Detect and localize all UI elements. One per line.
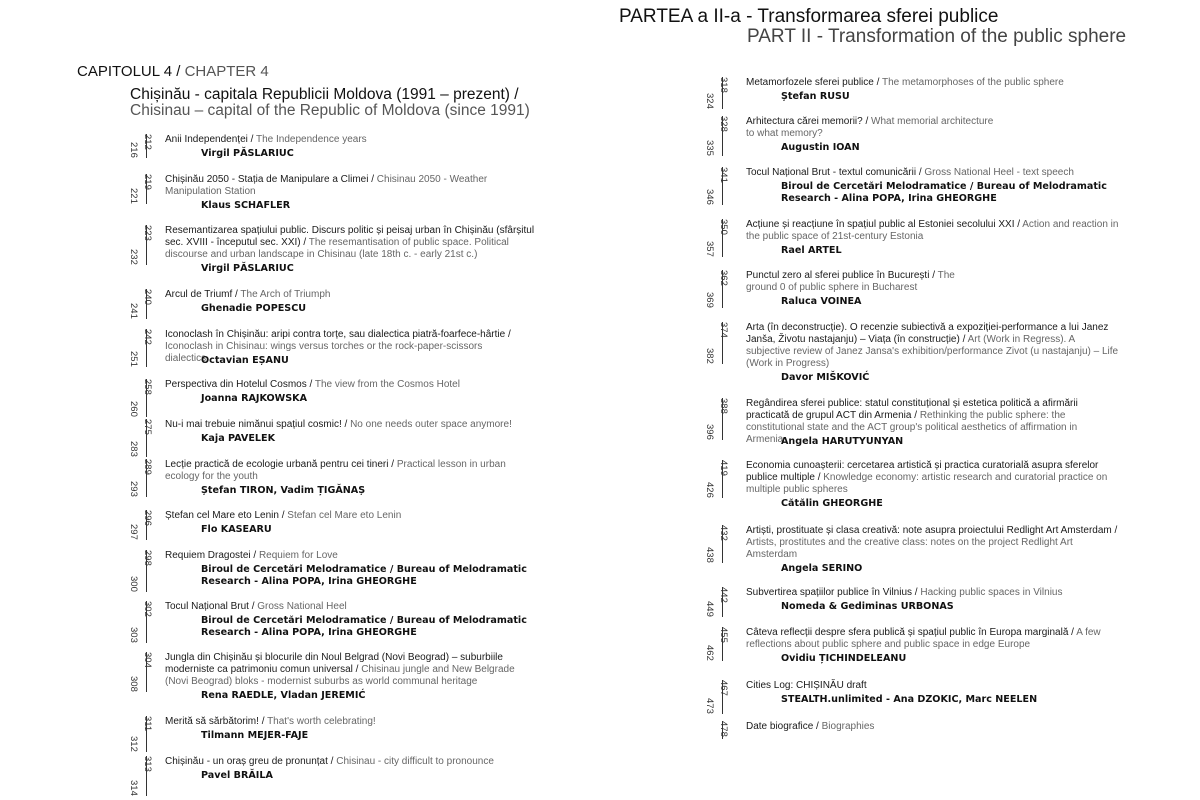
entry-title [165,716,565,728]
entry-title [165,550,565,562]
start-page: 328 [718,116,729,132]
entry-author: Virgil PĂSLARIUC [201,148,294,159]
entry-title-ro: Requiem Dragostei / [165,550,259,561]
entry-author: Joanna RAJKOWSKA [201,393,307,404]
start-page: 388 [718,398,729,414]
entry-title-ro: Economia cunoașterii: cercetarea artistică și practica curatorială asupra sferelor publice multiple / [746,460,1099,483]
entry-title-ro: Chișinău - un oraș greu de pronunțat / [165,756,337,767]
end-page: 216 [128,142,139,158]
start-page: 289 [142,459,153,475]
entry-title-ro: Tocul Național Brut / [165,601,258,612]
start-page: 442 [718,587,729,603]
start-page: 275 [142,419,153,435]
entry-title-ro: Punctul zero al sferei publice în București / [746,270,938,281]
entry-title [165,225,540,261]
start-page: 298 [142,550,153,566]
start-page: 350 [718,219,729,235]
end-page: 221 [128,188,139,204]
end-page: 449 [704,601,715,617]
entry-title-ro: Artiști, prostituate și clasa creativă: note asupra proiectului Redlight Art Amsterdam / [746,525,1118,536]
entry-author: Angela SERINO [781,563,863,574]
end-page: 241 [128,303,139,319]
entry-title [165,601,565,613]
entry-title-ro: Tocul Național Brut - textul comunicării / [746,167,925,178]
entry-author: Virgil PĂSLARIUC [201,263,294,274]
end-page: 303 [128,627,139,643]
page-range [130,134,170,158]
entry-title-ro: Arhitectura cărei memorii? / [746,116,872,127]
page-range [706,721,746,739]
entry-title [746,270,961,294]
page-range [130,550,170,592]
end-page: 300 [128,576,139,592]
end-page: 283 [128,441,139,457]
entry-title-en: Biographies [821,721,875,732]
end-page: 438 [704,547,715,563]
entry-title-ro: Chișinău 2050 - Stația de Manipulare a Climei / [165,174,377,185]
entry-author: Cătălin GHEORGHE [781,498,883,509]
entry-author: Flo KASEARU [201,524,272,535]
start-page: 362 [718,270,729,286]
entry-title-ro: Nu-i mai trebuie nimănui spațiul cosmic! / [165,419,351,430]
entry-title-en: Gross National Heel - text speech [924,167,1074,178]
part-title-ro: PARTEA a II-a - Transformarea sferei publice [619,6,999,27]
start-page: 313 [142,756,153,772]
entry-title-ro: Arta (în deconstrucție). O recenzie subiectivă a expoziției-performance a lui Janez Janša, Životu nastajanju) – Viața (în construcție) / [746,322,1109,345]
end-page: 473 [704,698,715,714]
page-range [706,398,746,440]
start-page: 432 [718,525,729,541]
entry-title [746,322,1121,370]
entry-title-en: A few reflections about public sphere and public space in edge Europe [746,627,1101,650]
entry-title [746,627,1111,651]
entry-title-ro: Arcul de Triumf / [165,289,241,300]
entry-title [746,77,1126,89]
entry-author: Raluca VOINEA [781,296,862,307]
start-page: 223 [142,225,153,241]
entry-title-en: No one needs outer space anymore! [350,419,512,430]
entry-title-ro: Câteva reflecții despre sfera publică și spațiul public în Europa marginală / [746,627,1077,638]
part-title-en: PART II - Transformation of the public sphere [747,26,1127,47]
chapter-label-en: CHAPTER 4 [184,63,269,80]
start-page: 242 [142,329,153,345]
entry-title [746,460,1116,496]
entry-title [746,219,1121,243]
page-range [706,525,746,563]
entry-title-en: Hacking public spaces in Vilnius [920,587,1063,598]
end-page: 324 [704,93,715,109]
entry-author: Davor MIŠKOVIĆ [781,372,870,383]
page-range [706,270,746,308]
end-page: 346 [704,189,715,205]
entry-title [746,116,996,140]
end-page: 251 [128,351,139,367]
end-page: 357 [704,241,715,257]
start-page: 258 [142,379,153,395]
start-page: 296 [142,510,153,526]
page-range [706,219,746,257]
entry-title-en: Stefan cel Mare eto Lenin [287,510,402,521]
entry-title-ro: Regândirea sferei publice: statul constituțional și estetica politică a afirmării practicată de grupul ACT din Armenia / [746,398,1078,421]
entry-title [165,379,565,391]
page-range [130,652,170,692]
entry-title [746,587,1126,599]
entry-title-ro: Resemantizarea spațiului public. Discurs politic și peisaj urban în Chișinău (sfârșitul sec. XVIII - începutul sec. XXI) / [165,225,535,248]
page-range [130,756,170,796]
entry-title-en: Iconoclash in Chisinau: wings versus torches or the rock-paper-scissors dialectics [165,341,483,364]
entry-title-en: Chisinau - city difficult to pronounce [336,756,494,767]
entry-author: Tilmann MEJER-FAJE [201,730,309,741]
end-page: 335 [704,140,715,156]
entry-title-en: Rethinking the public sphere: the constitutional state and the ACT group's political aesthetics of affirmation in Armenia [746,410,1078,445]
entry-title-en: The Independence years [256,134,367,145]
entry-title-ro: Acțiune și reacțiune în spațiul public al Estoniei secolului XXI / [746,219,1023,230]
end-page: 232 [128,249,139,265]
start-page: 419 [718,460,729,476]
entry-title [165,289,565,301]
entry-title-en: The Arch of Triumph [240,289,331,300]
page-range [706,167,746,205]
entry-author: Klaus SCHAFLER [201,200,291,211]
entry-author: Biroul de Cercetări Melodramatice / Bureau of Melodramatic Research - Alina POPA, Irina GHEORGHE [201,564,527,587]
entry-title-en: Art (Work in Regress). A subjective review of Janez Jansa's exhibition/performance Zivot (u nastajanju) – Life (Work in Progress) [746,334,1119,369]
entry-author: Rael ARTEL [781,245,842,256]
end-page: 382 [704,348,715,364]
start-page: 318 [718,77,729,93]
entry-title-ro: Iconoclash în Chișinău: aripi contra torțe, sau dialectica piatră-foarfece-hârtie / [165,329,511,340]
page-range [706,322,746,364]
start-page: 240 [142,289,153,305]
entry-author: Octavian EȘANU [201,355,289,366]
start-page: 219 [142,174,153,190]
entry-author: Ghenadie POPESCU [201,303,307,314]
page-range [706,627,746,661]
page-range [130,329,170,367]
entry-title-ro: Perspectiva din Hotelul Cosmos / [165,379,315,390]
entry-title-ro: Jungla din Chișinău și blocurile din Noul Belgrad (Novi Beograd) – suburbiile moderniste ca patrimoniu comun universal / [165,652,503,675]
entry-title [165,134,565,146]
entry-title-ro: Anii Independenței / [165,134,257,145]
page-range [706,587,746,617]
entry-title-en: What memorial architecture to what memory? [746,116,994,139]
start-page: 311 [142,716,153,732]
entry-title-ro: Ștefan cel Mare eto Lenin / [165,510,288,521]
page-range [130,225,170,265]
start-page: 302 [142,601,153,617]
page-range [130,510,170,540]
entry-author: Ovidiu ȚICHINDELEANU [781,653,907,664]
entry-title-ro: Metamorfozele sferei publice / [746,77,882,88]
end-page: 308 [128,676,139,692]
entry-title-en: Chisinau jungle and New Belgrade (Novi Beograd) bloks - modernist suburbs as world communal heritage [165,664,515,687]
entry-title-en: The metamorphoses of the public sphere [882,77,1064,88]
entry-title-ro: Lecție practică de ecologie urbană pentru cei tineri / [165,459,397,470]
entry-title-ro: Date biografice / [746,721,822,732]
entry-author: Ștefan RUSU [781,91,850,102]
chapter-title-ro: Chișinău - capitala Republicii Moldova (1991 – prezent) / [130,86,519,103]
entry-title-en: Knowledge economy: artistic research and curatorial practice on multiple public spheres [746,472,1108,495]
page-range [130,601,170,643]
entry-title-en: The resemantisation of public space. Political discourse and urban landscape in Chisinau (late 18th c. - early 21st c.) [165,237,509,260]
page-range [130,289,170,319]
entry-author: Pavel BRĂILA [201,770,273,781]
page-range [706,116,746,156]
entry-title [165,419,565,431]
entry-title-ro: Cities Log: CHIȘINĂU draft [746,680,867,691]
page-range [130,419,170,457]
page-range [706,77,746,109]
chapter-separator: / [172,63,185,80]
entry-title-en: Artists, prostitutes and the creative class: notes on the project Redlight Art Amsterdam [746,537,1073,560]
entry-author: Biroul de Cercetări Melodramatice / Bureau of Melodramatic Research - Alina POPA, Irina GHEORGHE [781,181,1107,204]
entry-title [165,459,510,483]
entry-title-en: Chisinau 2050 - Weather Manipulation Station [165,174,488,197]
entry-title-en: Requiem for Love [258,550,338,561]
entry-title [165,756,565,768]
end-page: 396 [704,424,715,440]
entry-title-en: Action and reaction in the public space of 21st-century Estonia [746,219,1119,242]
entry-title-en: The ground 0 of public sphere in Bucharest [746,270,955,293]
entry-title [746,721,1126,733]
entry-title-en: Gross National Heel [257,601,347,612]
end-page: 312 [128,736,139,752]
start-page: 341 [718,167,729,183]
entry-title-ro: Merită să sărbătorim! / [165,716,268,727]
entry-title-ro: Subvertirea spațiilor publice în Vilnius / [746,587,921,598]
page-range [130,716,170,752]
entry-author: Biroul de Cercetări Melodramatice / Bureau of Melodramatic Research - Alina POPA, Irina GHEORGHE [201,615,527,638]
end-page: 297 [128,524,139,540]
start-page: 455 [718,627,729,643]
entry-author: Augustin IOAN [781,142,860,153]
entry-author: Nomeda & Gediminas URBONAS [781,601,954,612]
start-page: 478 [718,721,729,737]
page-range [130,459,170,497]
entry-title [746,680,1126,692]
entry-title-en: Practical lesson in urban ecology for the youth [165,459,506,482]
entry-author: Kaja PAVELEK [201,433,276,444]
entry-author: Angela HARUTYUNYAN [781,436,904,447]
end-page: 293 [128,481,139,497]
chapter-label-ro: CAPITOLUL 4 [77,63,173,80]
page-range [130,379,170,417]
entry-title [165,174,495,198]
entry-title [746,525,1121,561]
page-range [706,680,746,714]
start-page: 212 [142,134,153,150]
end-page: 426 [704,482,715,498]
entry-title [165,652,535,688]
entry-author: Rena RAEDLE, Vladan JEREMIĆ [201,690,366,701]
start-page: 467 [718,680,729,696]
end-page: 260 [128,401,139,417]
end-page: 314 [128,780,139,796]
page-range [130,174,170,204]
start-page: 304 [142,652,153,668]
entry-title [165,510,565,522]
entry-title-en: The view from the Cosmos Hotel [314,379,460,390]
end-page: 462 [704,645,715,661]
entry-author: STEALTH.unlimited - Ana DZOKIC, Marc NEELEN [781,694,1038,705]
start-page: 374 [718,322,729,338]
page-range [706,460,746,498]
entry-author: Ștefan TIRON, Vadim ȚIGĂNAȘ [201,485,366,496]
chapter-title-en: Chisinau – capital of the Republic of Moldova (since 1991) [130,102,530,119]
end-page: 369 [704,292,715,308]
entry-title-en: That's worth celebrating! [267,716,376,727]
entry-title [746,167,1126,179]
